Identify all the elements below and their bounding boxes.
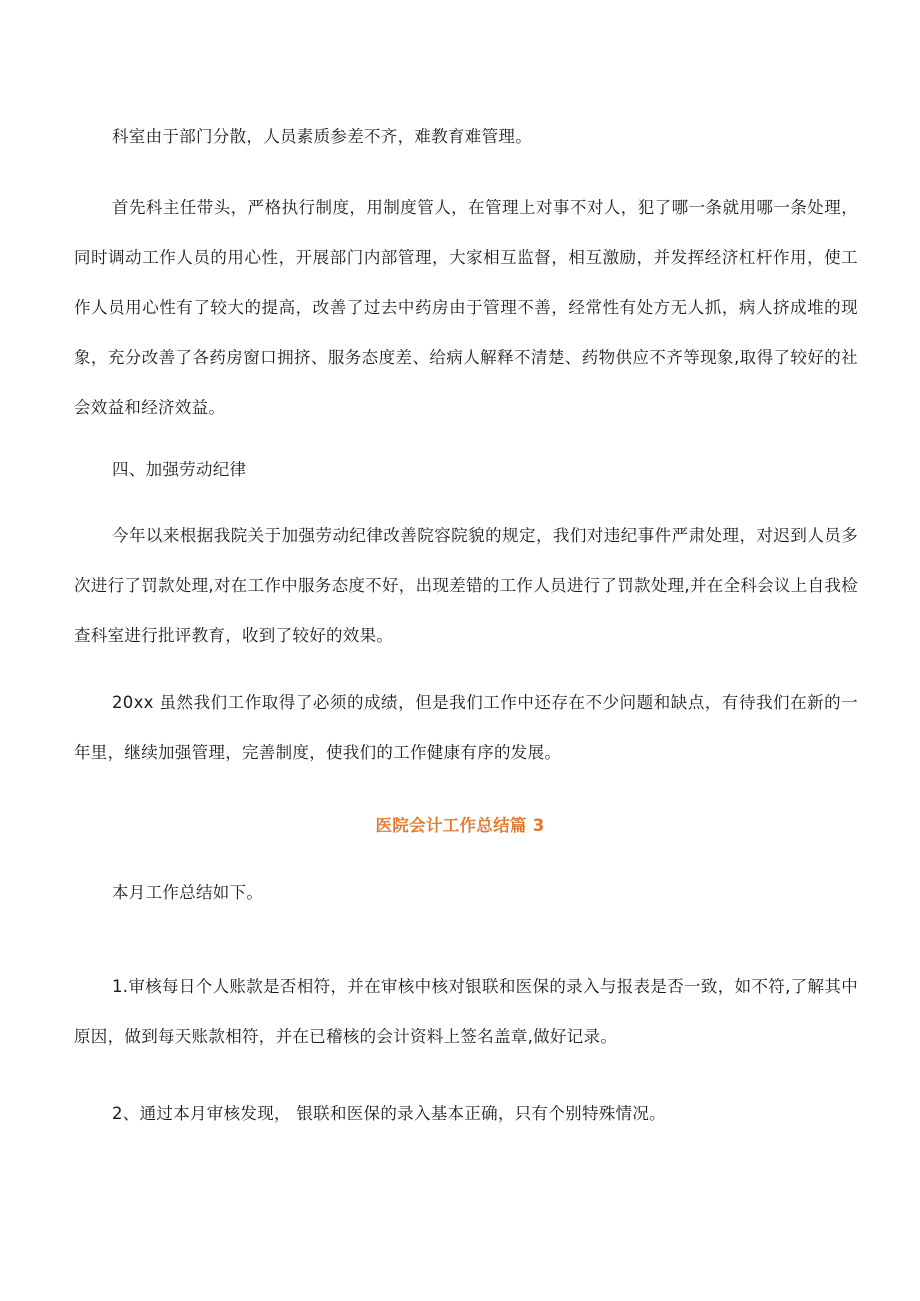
paragraph: 2、通过本月审核发现， 银联和医保的录入基本正确，只有个别特殊情况。 xyxy=(112,1104,666,1123)
paragraph: 1.审核每日个人账款是否相符，并在审核中核对银联和医保的录入与报表是否一致，如不符,了解其中原因，做到每天账款相符，并在已稽核的会计资料上签名盖章,做好记录。 xyxy=(74,977,858,1046)
paragraph: 首先科主任带头，严格执行制度，用制度管人，在管理上对事不对人，犯了哪一条就用哪一条处理，同时调动工作人员的用心性，开展部门内部管理，大家相互监督，相互激励，并发挥经济杠杆作用，使工作人员用心性有了较大的提高，改善了过去中药房由于管理不善，经常性有处方无人抓，病人挤成堆的现象，充分改善了各药房窗口拥挤、服务态度差、给病人解释不清楚、药物供应不齐等现象,取得了较好的社会效益和经济效益。 xyxy=(74,198,858,417)
paragraph: 今年以来根据我院关于加强劳动纪律改善院容院貌的规定，我们对违纪事件严肃处理，对迟到人员多次进行了罚款处理,对在工作中服务态度不好，出现差错的工作人员进行了罚款处理,并在全科会议上自我检查科室进行批评教育，收到了较好的效果。 xyxy=(74,526,858,645)
section-subheading: 四、加强劳动纪律 xyxy=(112,460,247,479)
paragraph: 20xx 虽然我们工作取得了必须的成绩，但是我们工作中还存在不少问题和缺点，有待我们在新的一年里，继续加强管理，完善制度，使我们的工作健康有序的发展。 xyxy=(74,693,858,762)
paragraph: 科室由于部门分散，人员素质参差不齐，难教育难管理。 xyxy=(112,127,532,146)
paragraph: 本月工作总结如下。 xyxy=(112,883,264,902)
section-heading: 医院会计工作总结篇 3 xyxy=(375,816,545,835)
